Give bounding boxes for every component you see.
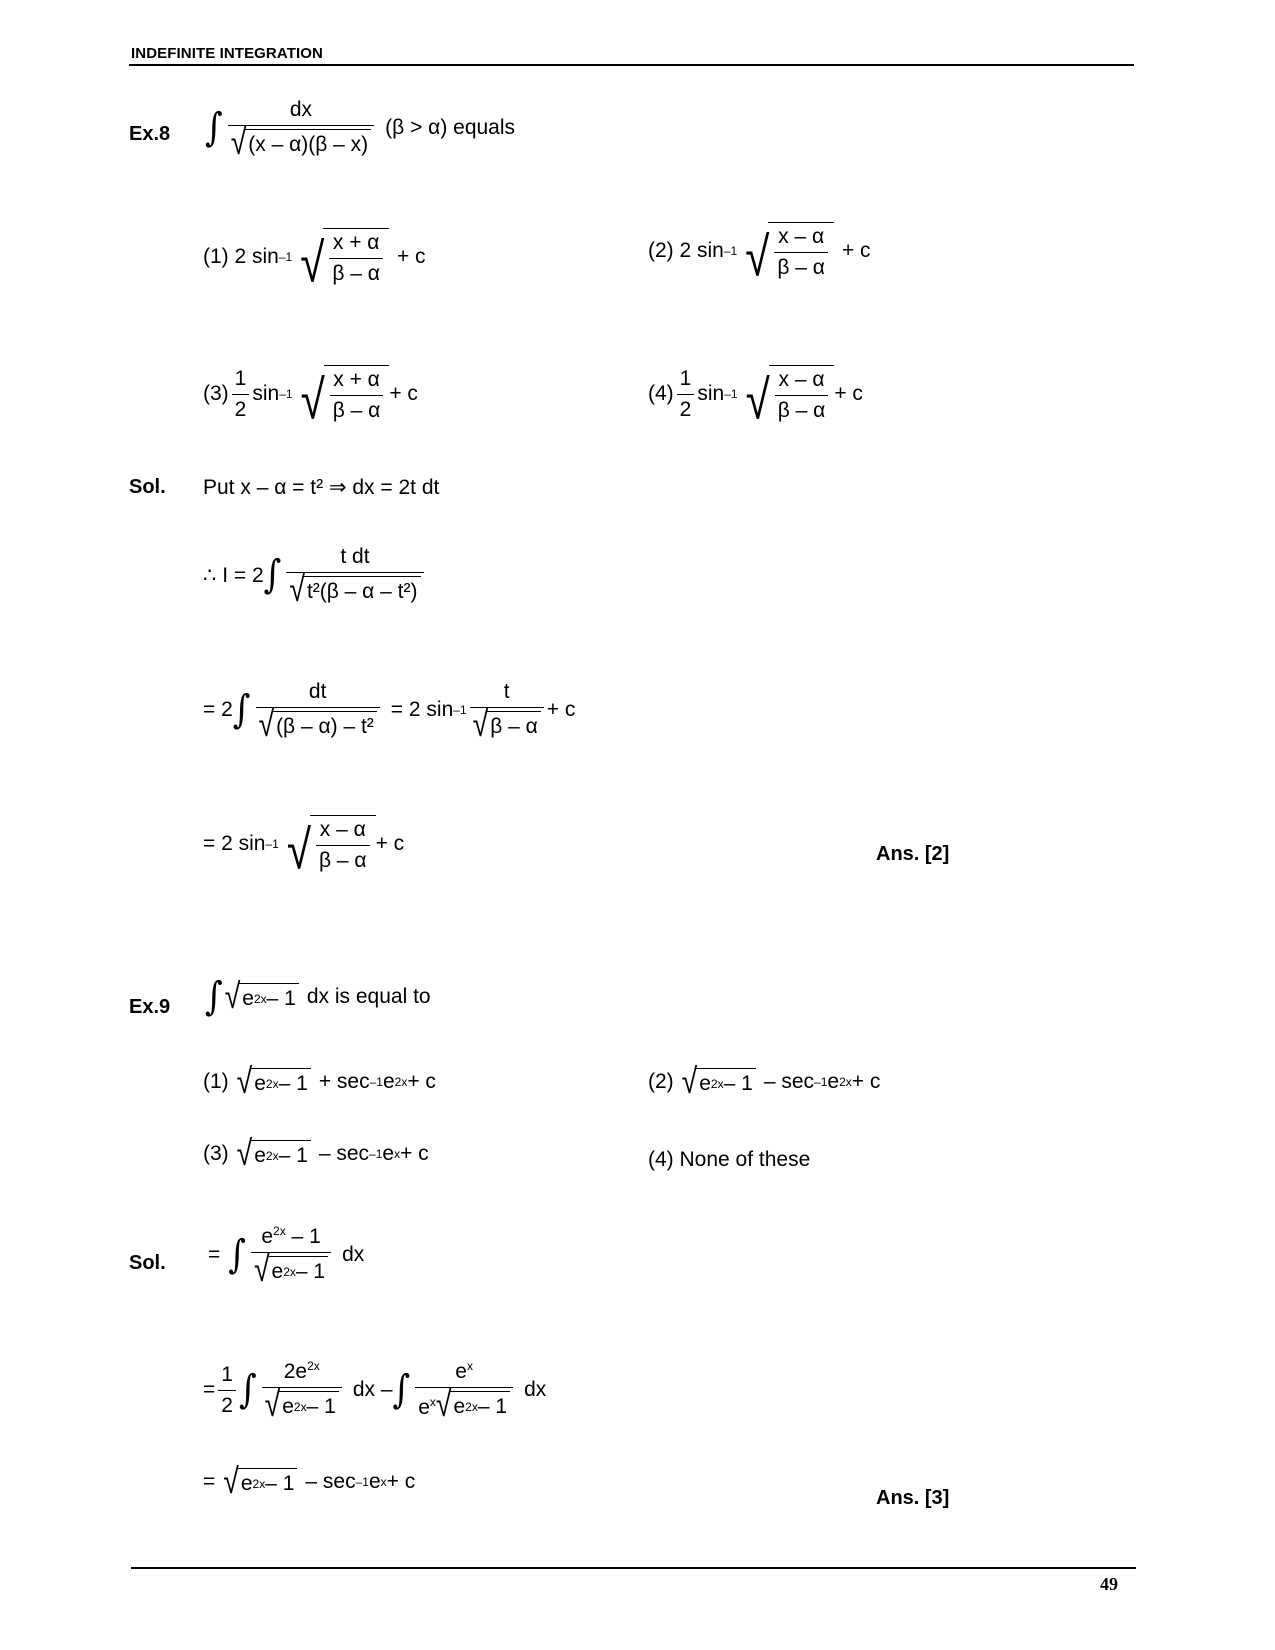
ex8-integrand: dx √ (x – α)(β – x) [228, 98, 374, 158]
header-rule [129, 64, 1134, 66]
ex9-answer: Ans. [3] [876, 1487, 950, 1509]
ex8-sol-label: Sol. [129, 476, 166, 498]
ex9-sol-label: Sol. [129, 1252, 166, 1274]
ex8-label: Ex.8 [129, 123, 171, 145]
ex8-answer: Ans. [2] [876, 843, 950, 865]
ex9-option-4: (4) None of these [648, 1148, 811, 1171]
ex9-sol-line-3: = √ e 2x – 1 – sec –1 e x + c [203, 1461, 416, 1502]
footer-rule [131, 1567, 1136, 1569]
ex9-option-1: (1) √ e 2x – 1 + sec –1 e 2x + c [203, 1061, 436, 1102]
ex9-option-3: (3) √ e 2x – 1 – sec –1 e x + c [203, 1133, 429, 1174]
ex8-option-4: (4) $\frac{1}{2}$ sin –1 √ $\frac{x - \alpha}{\beta - \alpha}$ + c [648, 366, 863, 431]
ex8-condition: (β > α) equals [385, 116, 516, 139]
ex8-option-2: (2) 2 sin –1 √ $\frac{x - \alpha}{\beta - \alpha}$ + c [648, 222, 871, 280]
ex8-question [205, 98, 516, 163]
integral-sign: ∫ [205, 105, 223, 151]
ex9-label: Ex.9 [129, 996, 171, 1018]
ex9-option-2: (2) √ e 2x – 1 – sec –1 e 2x + c [648, 1061, 881, 1102]
ex9-sol-line-1: = ∫ $e^{2x} - 1$ √ e 2x – 1 dx [208, 1224, 365, 1290]
ex8-sol-line-4: = 2 sin –1 √ $\frac{x - \alpha}{\beta - \alpha}$ + c [203, 815, 404, 873]
ex9-sol-line-2: = $\frac{1}{2}$ ∫ $2e^{2x}$ √ e 2x – 1 dx – ∫ $e^x$ $e^x$ √ e 2x – 1 dx [203, 1359, 547, 1425]
running-header: INDEFINITE INTEGRATION [131, 45, 323, 62]
ex8-sol-line-2: ∴ I = 2 ∫ t dt √ t²(β – α – t²) [203, 545, 427, 605]
ex8-sol-line-1: Put x – α = t² ⇒ dx = 2t dt [203, 476, 440, 499]
ex8-option-3: (3) $\frac{1}{2}$ sin –1 √ $\frac{x + \alpha}{\beta - \alpha}$ + c [203, 366, 418, 431]
ex8-sol-line-3: = 2 ∫ dt √ (β – α) – t² = 2 sin –1 t √ β – α + c [203, 680, 576, 745]
page-number: 49 [1100, 1574, 1118, 1594]
ex8-option-1: (1) 2 sin –1 √ $\frac{x + \alpha}{\beta - \alpha}$ + c [203, 228, 426, 286]
ex9-question: ∫ √ e 2x – 1 dx is equal to [205, 974, 431, 1020]
